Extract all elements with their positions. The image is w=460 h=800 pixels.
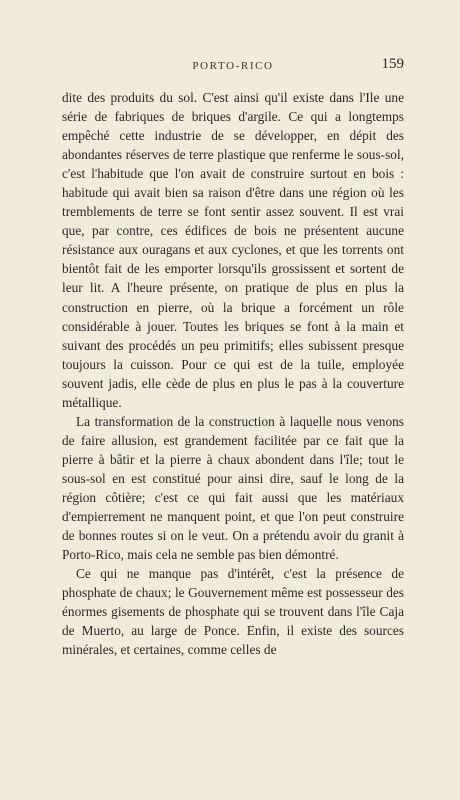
body-text (62, 88, 404, 659)
running-title: PORTO-RICO (192, 60, 274, 72)
paragraph-1: dite des produits du sol. C'est ainsi qu'il existe dans l'Ile une série de fabriques de briques d'argile. Ce qui a longtemps empêché cette industrie de se développer, en dépit des abondantes réserves de terre plastique que renferme le sous-sol, c'est l'habitude que l'on avait de construire surtout en bois : habitude qui avait bien sa raison d'être dans une région où les tremblements de terre se font sentir assez souvent. Il est vrai que, par contre, ces édifices de bois ne présentent aucune résistance aux ouragans et aux cyclones, et que les torrents ont bientôt fait de les emporter lorsqu'ils grossissent et sortent de leur lit. A l'heure présente, on pratique de plus en plus la construction en pierre, où la brique a forcément un rôle considérable à jouer. Toutes les briques se font à la main et suivant des procédés un peu primitifs; elles subissent presque toujours la cuisson. Pour ce qui est de la tuile, employée souvent jadis, elle cède de plus en plus le pas à la couverture métallique. (62, 90, 404, 410)
paragraph-2: La transformation de la construction à laquelle nous venons de faire allusion, est grandement facilitée par ce fait que la pierre à bâtir et la pierre à chaux abondent dans l'île; tout le sous-sol en est constitué pour ainsi dire, sauf le long de la région côtière; c'est ce qui fait aussi que les matériaux d'empierrement ne manquent point, et que l'on peut construire de bonnes routes si on le veut. On a prétendu avoir du granit à Porto-Rico, mais cela ne semble pas bien démontré. (62, 413, 404, 563)
page-number: 159 (381, 56, 404, 72)
page-header (62, 56, 404, 80)
paragraph-3: Ce qui ne manque pas d'intérêt, c'est la présence de phosphate de chaux; le Gouvernement même est possesseur des énormes gisements de phosphate qui se trouvent dans l'île Caja de Muerto, au large de Ponce. Enfin, il existe des sources minérales, et certaines, comme celles de (62, 566, 404, 658)
